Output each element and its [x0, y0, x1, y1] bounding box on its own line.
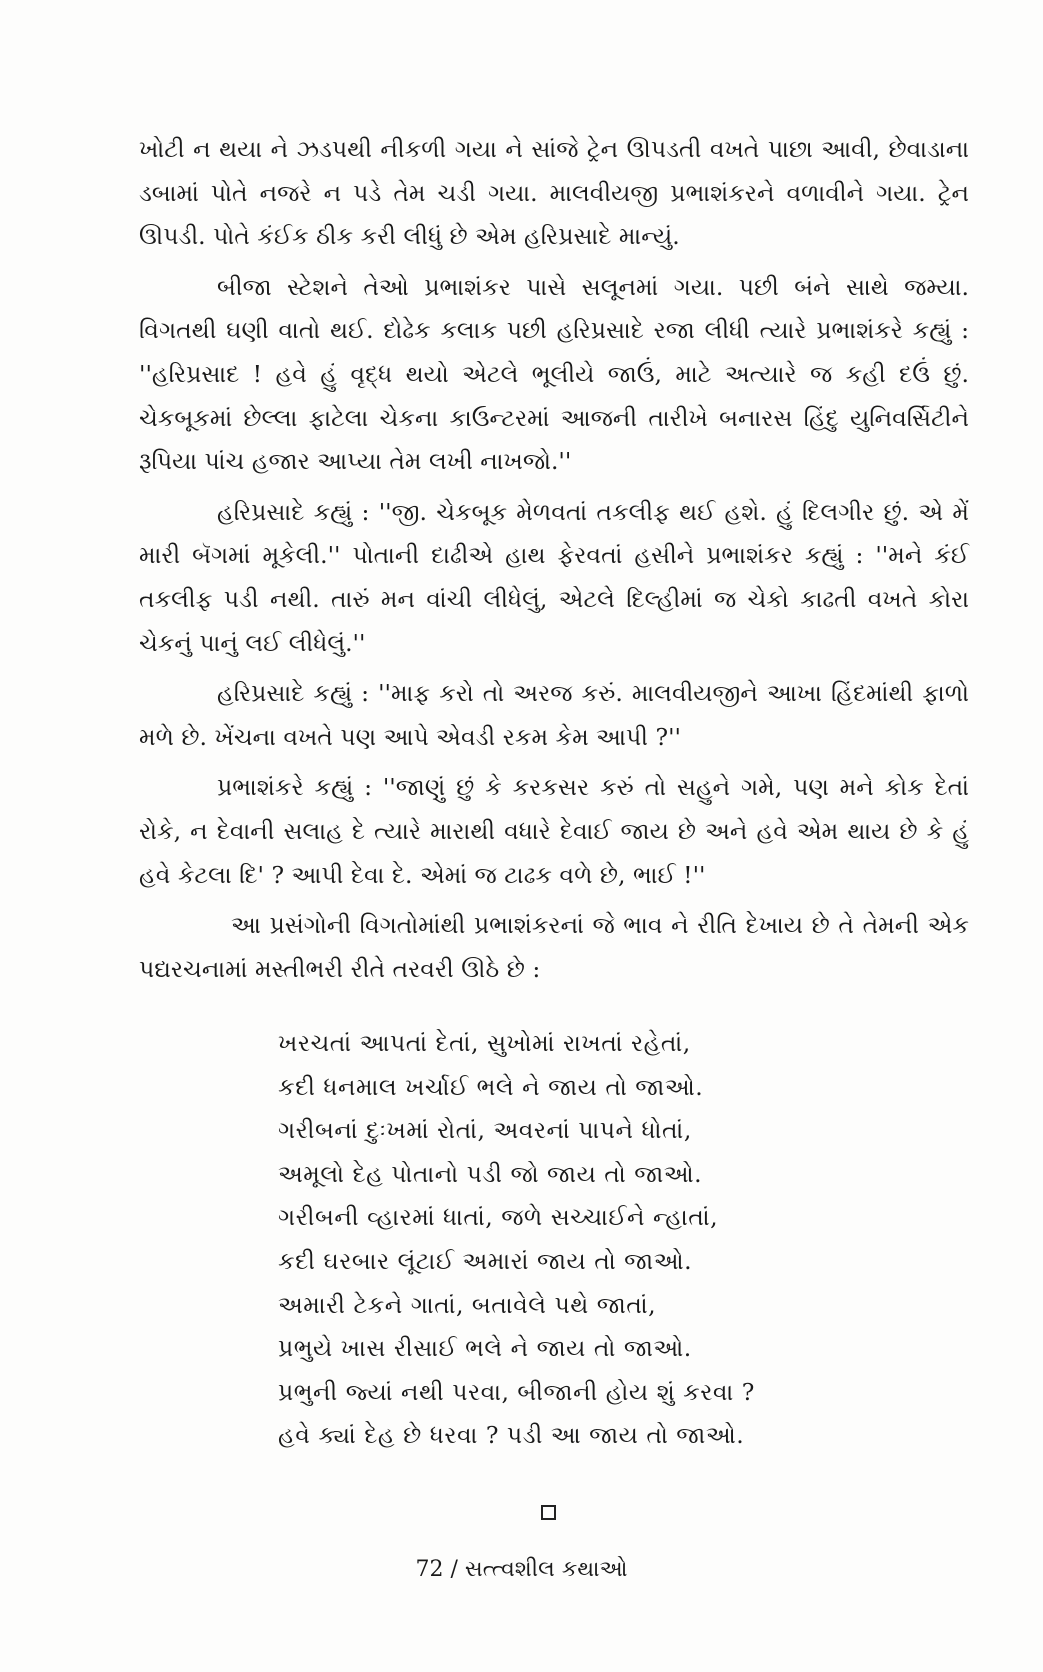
poem-line: કદી ધનમાલ ખર્ચાઈ ભલે ને જાય તો જાઓ. — [278, 1072, 704, 1101]
paragraph-4: હરિપ્રસાદે કહ્યું : ''માફ કરો તો અરજ કરું. માલવીયજીને આખા હિંદમાંથી ફાળો મળે છે. ખેંચના વખતે પણ આપે એવડી રકમ કેમ આપી ?'' — [139, 679, 969, 751]
paragraph-1: ખોટી ન થયા ને ઝડપથી નીકળી ગયા ને સાંજે ટ્રેન ઊપડતી વખતે પાછા આવી, છેવાડાના ડબામાં પોતે નજરે ન પડે તેમ ચડી ગયા. માલવીયજી પ્રભાશંકરને વળાવીને ગયા. ટ્રેન ઊપડી. પોતે કંઈક ઠીક કરી લીધું છે એમ હરિપ્રસાદે માન્યું. — [139, 135, 969, 251]
poem-line: અમૂલો દેહ પોતાનો પડી જો જાય તો જાઓ. — [278, 1159, 703, 1188]
paragraph-2: બીજા સ્ટેશને તેઓ પ્રભાશંકર પાસે સલૂનમાં ગયા. પછી બંને સાથે જમ્યા. વિગતથી ઘણી વાતો થઈ. દોઢેક કલાક પછી હરિપ્રસાદે રજા લીધી ત્યારે પ્રભાશંકરે કહ્યું : ''હરિપ્રસાદ ! હવે હું વૃદ્ધ થયો એટલે ભૂલીયે જાઉં, માટે અત્યારે જ કહી દઉં છું. ચેકબૂકમાં છેલ્લા ફાટેલા ચેકના કાઉન્ટરમાં આજની તારીખે બનારસ હિંદુ યુનિવર્સિટીને રૂપિયા પાંચ હજાર આપ્યા તેમ લખી નાખજો.'' — [139, 272, 969, 476]
poem-line: અમારી ટેકને ગાતાં, બતાવેલે પથે જાતાં, — [278, 1290, 657, 1319]
poem-line: પ્રભુની જ્યાં નથી પરવા, બીજાની હોય શું કરવા ? — [278, 1377, 755, 1406]
section-end-square-icon — [541, 1505, 556, 1520]
page-footer: 72 / સત્ત્વશીલ કથાઓ — [415, 1557, 628, 1582]
body-text — [139, 128, 969, 998]
poem-line: પ્રભુયે ખાસ રીસાઈ ભલે ને જાય તો જાઓ. — [278, 1334, 692, 1363]
poem-line: ખરચતાં આપતાં દેતાં, સુખોમાં રાખતાં રહેતાં, — [278, 1029, 691, 1057]
paragraph-3: હરિપ્રસાદે કહ્યું : ''જી. ચેકબૂક મેળવતાં તકલીફ થઈ હશે. હું દિલગીર છું. એ મેં મારી બૅગમાં મૂકેલી.'' પોતાની દાઢીએ હાથ ફેરવતાં હસીને પ્રભાશંકર કહ્યું : ''મને કંઈ તકલીફ પડી નથી. તારું મન વાંચી લીધેલું, એટલે દિલ્હીમાં જ ચેકો કાઢતી વખતે કોરા ચેકનું પાનું લઈ લીધેલું.'' — [139, 497, 969, 657]
poem-line: ગરીબનાં દુઃખમાં રોતાં, અવરનાં પાપને ધોતાં, — [278, 1116, 692, 1145]
paragraph-6: આ પ્રસંગોની વિગતોમાંથી પ્રભાશંકરનાં જે ભાવ ને રીતિ દેખાય છે તે તેમની એક પદ્યરચનામાં મસ્તીભરી રીતે તરવરી ઊઠે છે : — [139, 911, 969, 983]
paragraph-5: પ્રભાશંકરે કહ્યું : ''જાણું છું કે કરકસર કરું તો સહુને ગમે, પણ મને કોક દેતાં રોકે, ન દેવાની સલાહ દે ત્યારે મારાથી વધારે દેવાઈ જાય છે અને હવે એમ થાય છે કે હું હવે કેટલા દિ' ? આપી દેવા દે. એમાં જ ટાઢક વળે છે, ભાઈ !'' — [139, 773, 969, 889]
poem-line: કદી ઘરબાર લૂંટાઈ અમારાં જાય તો જાઓ. — [278, 1246, 693, 1275]
poem — [278, 1022, 838, 1458]
poem-line: હવે ક્યાં દેહ છે ધરવા ? પડી આ જાય તો જાઓ. — [278, 1421, 745, 1450]
poem-line: ગરીબની વ્હારમાં ધાતાં, જળે સચ્ચાઈને ન્હાતાં, — [278, 1203, 719, 1232]
